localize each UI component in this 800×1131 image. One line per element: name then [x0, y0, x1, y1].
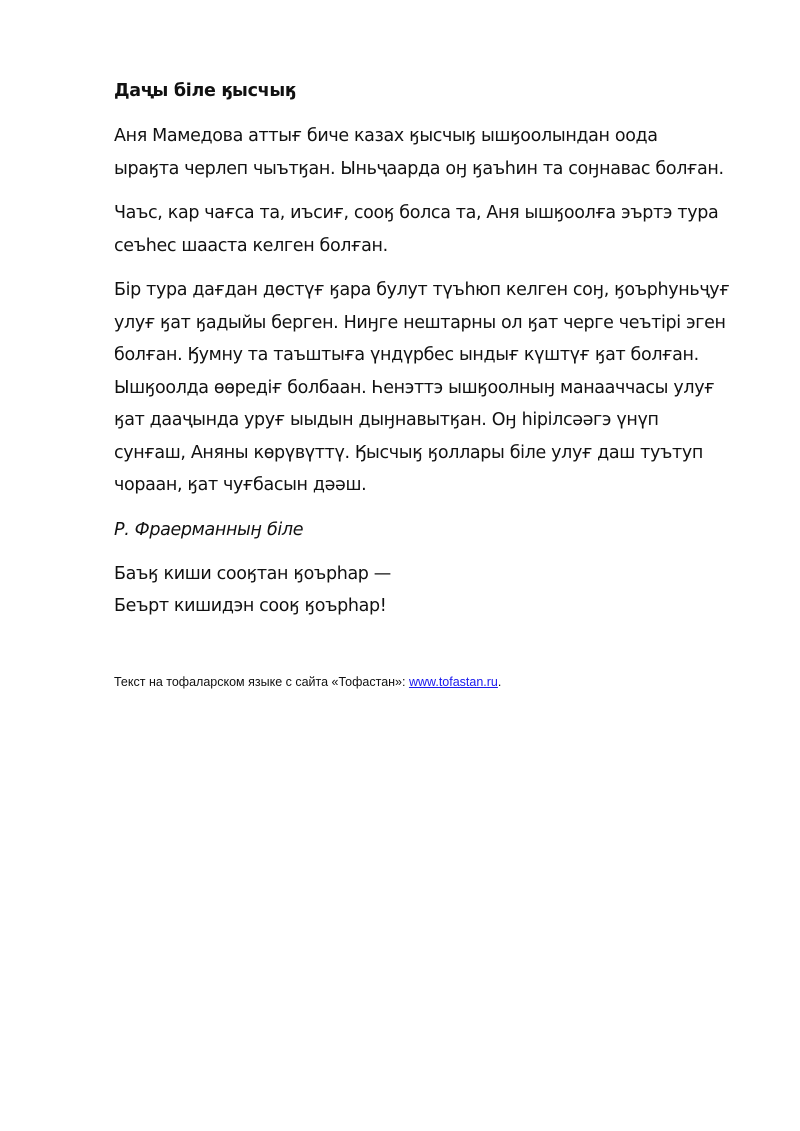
paragraph-2 [114, 197, 774, 262]
paragraph-3 [114, 274, 774, 502]
paragraph-line: Бір тура дағдан дөстүғ ӄара булут түъһюп келген соӈ, ӄоърһуньҷуғ [114, 280, 730, 300]
paragraph-line: Чаъс, кар чағса та, иъсиғ, сооӄ болса та, Аня ышӄоолға эъртэ тура [114, 203, 719, 223]
proverb-line: Баъӄ киши сооӄтан ӄоърһар — [114, 563, 391, 584]
proverb-line: Беърт кишидэн сооӄ ӄоърһар! [114, 596, 387, 616]
source-suffix: . [497, 675, 502, 689]
author-attribution: Р. Фраерманныӈ біле [114, 519, 304, 540]
source-link[interactable]: www.tofastan.ru [408, 675, 498, 689]
paragraph-line: ыраӄта черлеп чыътӄан. Ыньҷаарда оӈ ӄаъһин та соӈнавас болған. [114, 158, 724, 179]
source-note [114, 674, 501, 690]
paragraph-1 [114, 120, 774, 185]
proverb [114, 558, 774, 623]
document-body [114, 78, 774, 623]
paragraph-line: Ышӄоолда өөредіғ болбаан. Һенэттэ ышӄоолныӈ манааччасы улуғ [114, 377, 715, 398]
paragraph-line: сеъһес шааста келген болған. [114, 235, 388, 256]
paragraph-line: Аня Мамедова аттығ биче казах ӄысчыӄ ышӄоолындан оода [114, 126, 658, 146]
paragraph-line: ӄат дааҷында уруғ ыыдын дыӈнавытӄан. Оӈ һірілсәәгэ үнүп [114, 410, 659, 430]
source-prefix: Текст на тофаларском языке с сайта «Тофастан»: [114, 675, 409, 689]
paragraph-line: улуғ ӄат ӄадыйы берген. Ниӈге нештарны ол ӄат черге чеътірі эген [114, 312, 726, 333]
paragraph-line: сунғаш, Аняны көрүвүттү. Ӄысчыӄ ӄоллары біле улуғ даш туътуп [114, 442, 703, 463]
document-title: Даҷы біле ӄысчыӄ [114, 81, 296, 101]
paragraph-line: болған. Ӄумну та таъштыға үндүрбес ындығ күштүғ ӄат болған. [114, 345, 699, 365]
paragraph-line: чораан, ӄат чуғбасын дәәш. [114, 475, 367, 495]
